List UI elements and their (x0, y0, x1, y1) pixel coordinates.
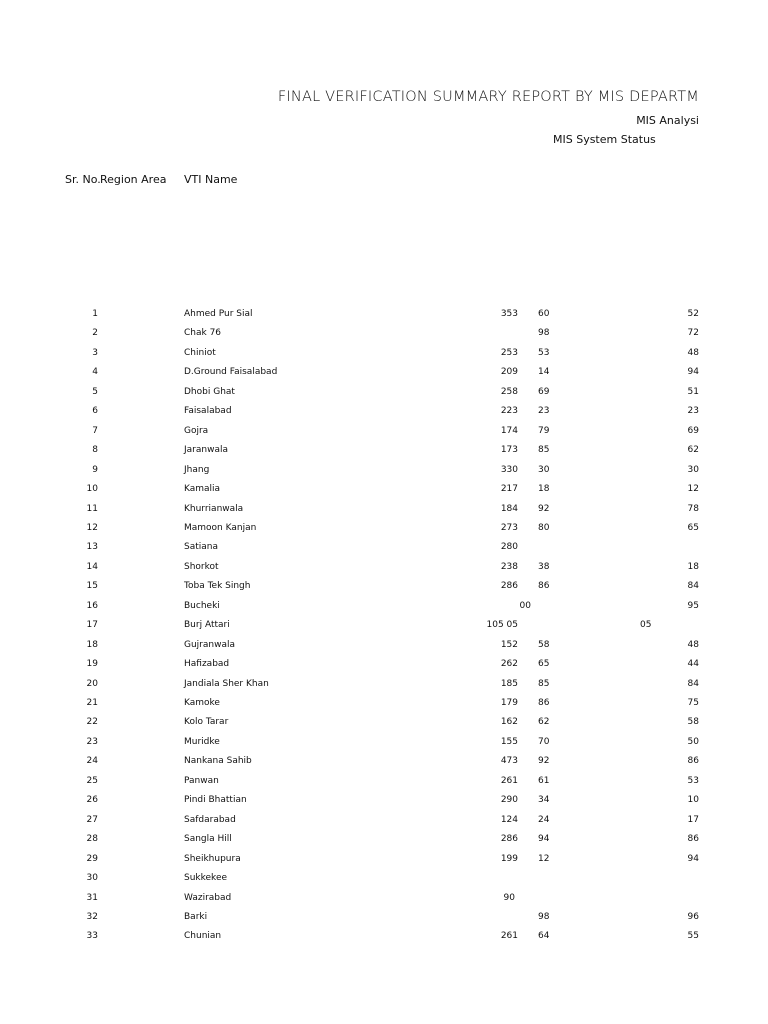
table-row (0, 328, 768, 347)
sr-no-cell: 33 (86, 931, 98, 942)
value-cell: 48 (687, 639, 699, 650)
vti-name-cell: Safdarabad (184, 814, 236, 825)
value-cell: 94 (687, 367, 699, 378)
sr-no-cell: 1 (92, 309, 98, 319)
vti-name-cell: Jaranwala (184, 445, 228, 456)
value-cell: 152 (500, 639, 518, 650)
table-row (0, 776, 768, 795)
sr-no-cell: 32 (86, 911, 98, 922)
value-cell: 330 (500, 464, 518, 475)
vti-name-cell: Barki (184, 911, 208, 922)
vti-name-cell: Satiana (184, 542, 218, 553)
sr-no-cell: 15 (86, 581, 98, 592)
table-row (0, 620, 768, 639)
value-cell: 23 (538, 406, 550, 417)
table-row (0, 815, 768, 834)
value-cell: 86 (687, 834, 699, 845)
value-cell: 261 (500, 931, 518, 942)
value-cell: 18 (538, 484, 550, 495)
vti-name-cell: Mamoon Kanjan (184, 522, 257, 533)
value-cell: 48 (687, 347, 699, 358)
vti-name-cell: Sangla Hill (184, 834, 232, 845)
table-row (0, 523, 768, 542)
sr-no-cell: 24 (86, 756, 98, 767)
vti-name-cell: Toba Tek Singh (184, 581, 251, 592)
value-cell: 290 (500, 795, 518, 806)
table-row (0, 912, 768, 931)
value-cell: 286 (500, 834, 518, 845)
vti-name-cell: Chunian (184, 931, 222, 942)
table-row (0, 309, 768, 328)
value-cell: 53 (687, 775, 699, 786)
value-cell: 473 (500, 756, 518, 767)
value-cell: 55 (687, 931, 699, 942)
value-cell: 65 (687, 522, 699, 533)
sr-no-cell: 13 (86, 542, 98, 553)
value-cell: 79 (538, 425, 550, 436)
value-cell: 38 (538, 561, 550, 572)
vti-name-cell: Kamoke (184, 698, 220, 708)
sr-no-cell: 8 (92, 445, 98, 456)
value-cell: 44 (687, 659, 699, 670)
value-cell: 69 (538, 386, 550, 397)
value-cell: 65 (538, 659, 550, 670)
sr-no-cell: 10 (86, 484, 98, 495)
value-cell: 94 (687, 853, 699, 864)
value-cell: 78 (687, 503, 699, 514)
value-cell: 95 (687, 600, 699, 611)
sr-no-cell: 27 (86, 814, 98, 825)
table-row (0, 795, 768, 814)
value-cell: 184 (500, 503, 518, 514)
vti-name-cell: Pindi Bhattian (184, 795, 247, 806)
value-cell: 98 (538, 911, 550, 922)
vti-name-cell: Nankana Sahib (184, 756, 252, 767)
table-row (0, 640, 768, 659)
value-cell: 23 (687, 406, 699, 417)
vti-name-cell: Shorkot (184, 561, 219, 572)
table-row (0, 406, 768, 425)
vti-name-cell: Faisalabad (184, 406, 232, 417)
value-cell: 51 (687, 386, 699, 397)
value-cell: 273 (500, 522, 518, 533)
value-cell: 62 (687, 445, 699, 456)
report-subtitle-analysis: MIS Analysi (636, 114, 699, 127)
value-cell: 86 (687, 756, 699, 767)
vti-name-cell: Ahmed Pur Sial (184, 309, 253, 319)
sr-no-cell: 12 (86, 522, 98, 533)
value-cell: 253 (500, 347, 518, 358)
value-cell: 262 (500, 659, 518, 670)
header-vti-name: VTI Name (184, 173, 238, 186)
table-row (0, 873, 768, 892)
table-row (0, 659, 768, 678)
value-cell: 85 (538, 445, 550, 456)
table-row (0, 426, 768, 445)
value-cell: 280 (500, 542, 518, 553)
vti-name-cell: Hafizabad (184, 659, 230, 670)
value-cell: 174 (500, 425, 518, 436)
value-cell: 12 (538, 853, 550, 864)
vti-name-cell: Dhobi Ghat (184, 386, 235, 397)
report-title: FINAL VERIFICATION SUMMARY REPORT BY MIS DEPARTM (277, 89, 699, 105)
table-row (0, 854, 768, 873)
value-cell: 12 (687, 484, 699, 495)
value-cell: 92 (538, 756, 550, 767)
vti-name-cell: Muridke (184, 736, 220, 747)
sr-no-cell: 17 (86, 620, 98, 631)
sr-no-cell: 9 (92, 464, 98, 475)
header-sr-no: Sr. No. (65, 173, 101, 186)
value-cell: 353 (500, 309, 518, 319)
value-cell: 61 (538, 775, 550, 786)
value-cell: 80 (538, 522, 550, 533)
value-cell: 124 (500, 814, 518, 825)
value-cell: 69 (687, 425, 699, 436)
value-cell: 14 (538, 367, 550, 378)
vti-name-cell: Kolo Tarar (184, 717, 229, 728)
sr-no-cell: 21 (86, 698, 98, 708)
value-cell: 223 (500, 406, 518, 417)
sr-no-cell: 29 (86, 853, 98, 864)
value-cell: 162 (500, 717, 518, 728)
sr-no-cell: 6 (92, 406, 98, 417)
table-row (0, 756, 768, 775)
sr-no-cell: 5 (92, 386, 98, 397)
value-cell: 58 (538, 639, 550, 650)
value-cell: 84 (687, 581, 699, 592)
table-row (0, 367, 768, 386)
table-row (0, 601, 768, 620)
value-cell: 209 (500, 367, 518, 378)
sr-no-cell: 23 (86, 736, 98, 747)
header-region-area: Region Area (100, 173, 167, 186)
value-cell: 258 (500, 386, 518, 397)
value-cell: 62 (538, 717, 550, 728)
value-cell: 17 (687, 814, 699, 825)
value-cell: 173 (500, 445, 518, 456)
value-cell: 50 (687, 736, 699, 747)
value-cell: 10 (687, 795, 699, 806)
value-cell: 94 (538, 834, 550, 845)
sr-no-cell: 11 (86, 503, 98, 514)
value-cell: 52 (687, 309, 699, 319)
value-cell: 179 (500, 698, 518, 708)
value-cell: 24 (538, 814, 550, 825)
table-row (0, 679, 768, 698)
value-cell: 105 05 (486, 620, 518, 631)
vti-name-cell: Sukkekee (184, 873, 228, 884)
sr-no-cell: 22 (86, 717, 98, 728)
vti-name-cell: Chak 76 (184, 328, 222, 339)
table-row (0, 834, 768, 853)
table-row (0, 348, 768, 367)
vti-name-cell: Gujranwala (184, 639, 235, 650)
table-row (0, 387, 768, 406)
value-cell: 98 (538, 328, 550, 339)
vti-name-cell: Jandiala Sher Khan (184, 678, 269, 689)
value-cell: 286 (500, 581, 518, 592)
table-row (0, 562, 768, 581)
table-row (0, 484, 768, 503)
value-cell: 85 (538, 678, 550, 689)
vti-name-cell: Kamalia (184, 484, 221, 495)
value-cell: 86 (538, 698, 550, 708)
table-row (0, 465, 768, 484)
sr-no-cell: 19 (86, 659, 98, 670)
value-cell: 00 (519, 600, 531, 611)
value-cell: 155 (500, 736, 518, 747)
vti-name-cell: Khurrianwala (184, 503, 244, 514)
value-cell: 92 (538, 503, 550, 514)
table-row (0, 698, 768, 717)
value-cell: 18 (687, 561, 699, 572)
sr-no-cell: 14 (86, 561, 98, 572)
value-cell: 84 (687, 678, 699, 689)
sr-no-cell: 7 (92, 425, 98, 436)
value-cell: 90 (503, 892, 515, 903)
value-cell: 261 (500, 775, 518, 786)
sr-no-cell: 28 (86, 834, 98, 845)
vti-name-cell: Burj Attari (184, 620, 230, 631)
vti-name-cell: Sheikhupura (184, 853, 241, 864)
value-cell: 64 (538, 931, 550, 942)
vti-name-cell: Panwan (184, 775, 219, 786)
value-cell: 199 (500, 853, 518, 864)
sr-no-cell: 4 (92, 367, 98, 378)
value-cell: 72 (687, 328, 699, 339)
report-subtitle-status: MIS System Status (553, 133, 656, 146)
vti-name-cell: Gojra (184, 425, 209, 436)
value-cell: 34 (538, 795, 550, 806)
value-cell: 05 (640, 620, 652, 631)
vti-name-cell: Jhang (184, 464, 210, 475)
value-cell: 30 (687, 464, 699, 475)
sr-no-cell: 30 (86, 873, 98, 884)
table-row (0, 581, 768, 600)
vti-name-cell: D.Ground Faisalabad (184, 367, 278, 378)
vti-name-cell: Wazirabad (184, 892, 232, 903)
value-cell: 30 (538, 464, 550, 475)
sr-no-cell: 2 (92, 328, 98, 339)
value-cell: 75 (687, 698, 699, 708)
value-cell: 58 (687, 717, 699, 728)
value-cell: 96 (687, 911, 699, 922)
table-row (0, 542, 768, 561)
value-cell: 70 (538, 736, 550, 747)
sr-no-cell: 25 (86, 775, 98, 786)
table-row (0, 931, 768, 950)
table-row (0, 445, 768, 464)
vti-name-cell: Chiniot (184, 347, 216, 358)
table-row (0, 737, 768, 756)
sr-no-cell: 31 (86, 892, 98, 903)
value-cell: 185 (500, 678, 518, 689)
value-cell: 217 (500, 484, 518, 495)
value-cell: 53 (538, 347, 550, 358)
value-cell: 86 (538, 581, 550, 592)
table-row (0, 893, 768, 912)
sr-no-cell: 16 (86, 600, 98, 611)
table-row (0, 504, 768, 523)
vti-name-cell: Bucheki (184, 600, 220, 611)
table-row (0, 717, 768, 736)
sr-no-cell: 18 (86, 639, 98, 650)
sr-no-cell: 20 (86, 678, 98, 689)
value-cell: 60 (538, 309, 550, 319)
sr-no-cell: 3 (92, 347, 98, 358)
sr-no-cell: 26 (86, 795, 98, 806)
value-cell: 238 (500, 561, 518, 572)
